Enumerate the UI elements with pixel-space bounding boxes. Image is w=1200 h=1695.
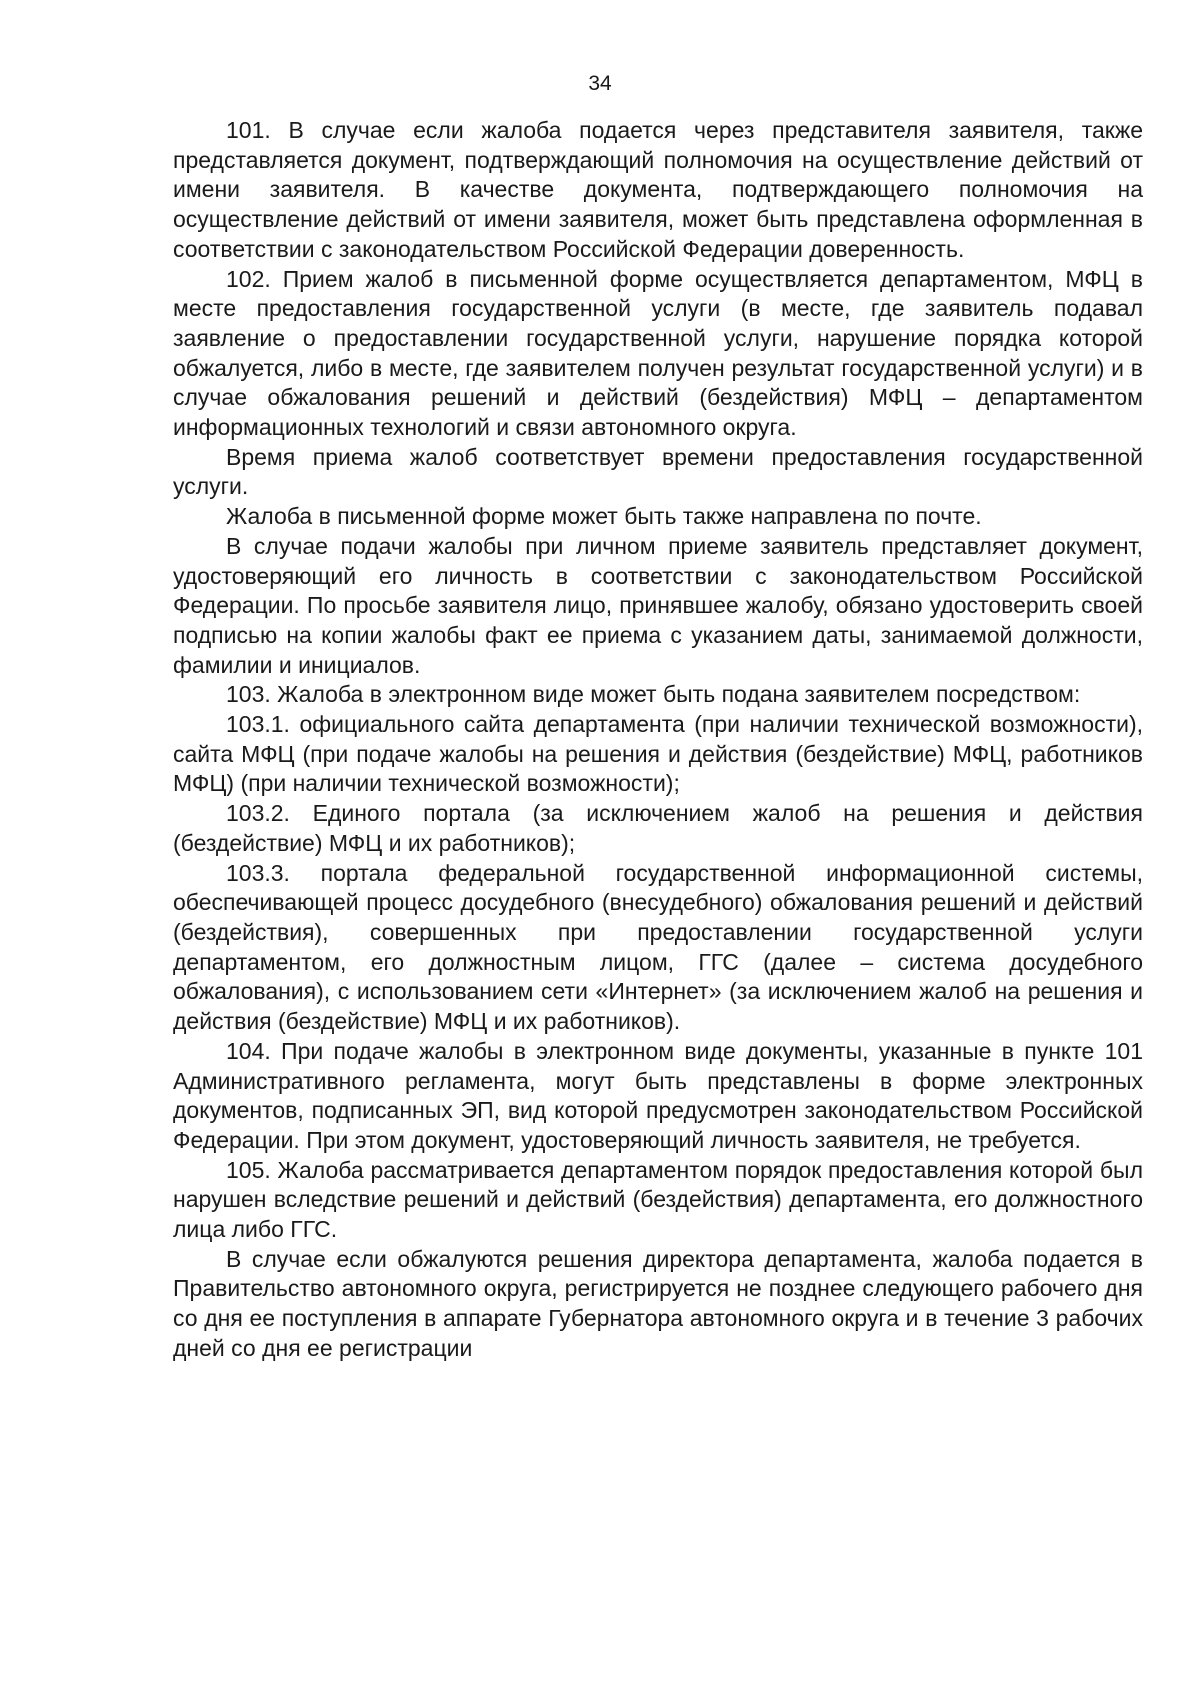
paragraph-reception-time: Время приема жалоб соответствует времени предоставления государственной услуги. xyxy=(173,443,1143,500)
paragraph-103: 103. Жалоба в электронном виде может быть подана заявителем посредством: xyxy=(226,681,1081,708)
page-number: 34 xyxy=(588,72,612,95)
paragraph-103-1: 103.1. официального сайта департамента (при наличии технической возможности), сайта МФЦ (при подаче жалобы на решения и действия (бездействие) МФЦ, работников МФЦ) (при наличии технической возможности); xyxy=(173,711,1143,797)
document-body xyxy=(173,116,1143,1364)
paragraph-105: 105. Жалоба рассматривается департаментом порядок предоставления которой был нарушен вследствие решений и действий (бездействия) департамента, его должностного лица либо ГГС. xyxy=(173,1156,1143,1243)
paragraph-postal-complaint: Жалоба в письменной форме может быть также направлена по почте. xyxy=(226,503,982,530)
paragraph-101: 101. В случае если жалоба подается через представителя заявителя, также представляется документ, подтверждающий полномочия на осуществление действий от имени заявителя. В качестве документа, подтверждающего полномочия на осуществление действий от имени заявителя, может быть представлена оформленная в соответствии с законодательством Российской Федерации доверенность. xyxy=(173,117,1143,262)
paragraph-103-3: 103.3. портала федеральной государственной информационной системы, обеспечивающей процесс досудебного (внесудебного) обжалования решений и действий (бездействия), совершенных при предоставлении государственной услуги департаментом, его должностным лицом, ГГС (далее – система досудебного обжалования), с использованием сети «Интернет» (за исключением жалоб на решения и действия (бездействие) МФЦ и их работников). xyxy=(173,859,1143,1035)
paragraph-102: 102. Прием жалоб в письменной форме осуществляется департаментом, МФЦ в месте предоставления государственной услуги (в месте, где заявитель подавал заявление о предоставлении государственной услуги, нарушение порядка которой обжалуется, либо в месте, где заявителем получен результат государственной услуги) и в случае обжалования решений и действий (бездействия) МФЦ – департаментом информационных технологий и связи автономного округа. xyxy=(173,265,1143,441)
paragraph-103-2: 103.2. Единого портала (за исключением жалоб на решения и действия (бездействие) МФЦ и их работников); xyxy=(173,800,1143,856)
paragraph-104: 104. При подаче жалобы в электронном виде документы, указанные в пункте 101 Административного регламента, могут быть представлены в форме электронных документов, подписанных ЭП, вид которой предусмотрен законодательством Российской Федерации. При этом документ, удостоверяющий личность заявителя, не требуется. xyxy=(173,1037,1143,1153)
paragraph-personal-reception: В случае подачи жалобы при личном приеме заявитель представляет документ, удостоверяющий его личность в соответствии с законодательством Российской Федерации. По просьбе заявителя лицо, принявшее жалобу, обязано удостоверить своей подписью на копии жалобы факт ее приема с указанием даты, занимаемой должности, фамилии и инициалов. xyxy=(173,532,1143,678)
paragraph-director-decisions: В случае если обжалуются решения директора департамента, жалоба подается в Правительство автономного округа, регистрируется не позднее следующего рабочего дня со дня ее поступления в аппарате Губернатора автономного округа и в течение 3 рабочих дней со дня ее регистрации xyxy=(173,1245,1143,1361)
